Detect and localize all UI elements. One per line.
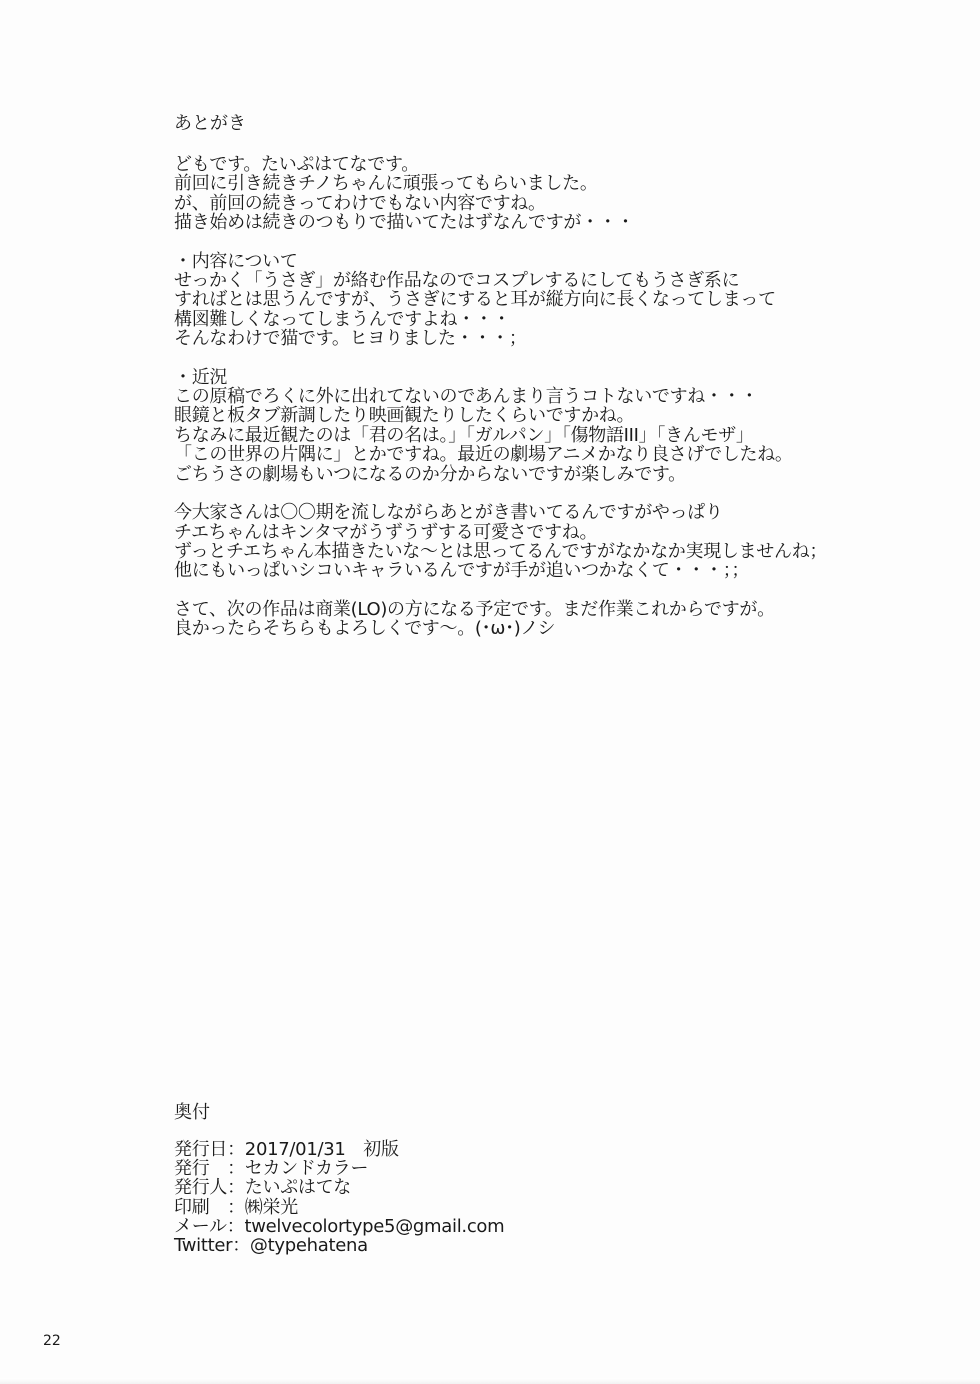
afterword-paragraph-intro xyxy=(174,155,934,233)
colophon-title: 奥付 xyxy=(174,1102,210,1123)
text-line: せっかく「うさぎ」が絡む作品なのでコスプレするにしてもうさぎ系に xyxy=(174,270,740,292)
text-line: 「この世界の片隅に」とかですね。最近の劇場アニメかなり良さげでしたね。 xyxy=(174,444,793,466)
colophon-printer: 印刷 ：㈱栄光 xyxy=(174,1196,298,1218)
text-line: そんなわけで猫です。ヒヨりました・・・； xyxy=(174,328,527,350)
afterword-paragraph-next xyxy=(174,600,934,639)
section-heading-line: ・内容について xyxy=(174,250,298,272)
colophon-email: メール：twelvecolortype5@gmail.com xyxy=(174,1215,505,1237)
text-line: どもです。たいぷはてなです。 xyxy=(174,154,419,175)
text-line: 描き始めは続きのつもりで描いてたはずなんですが・・・ xyxy=(174,212,635,234)
afterword-title: あとがき xyxy=(174,113,246,134)
colophon-publish-date: 発行日：2017/01/31 初版 xyxy=(174,1139,399,1160)
text-line: 構図難しくなってしまうんですよね・・・ xyxy=(174,308,511,330)
colophon-twitter: Twitter：@typehatena xyxy=(174,1235,368,1257)
colophon-section xyxy=(174,1102,774,1255)
page-number: 22 xyxy=(43,1333,61,1349)
text-line: この原稿でろくに外に出れてないのであんまり言うコトないですね・・・ xyxy=(174,386,759,408)
colophon-author: 発行人：たいぷはてな xyxy=(174,1177,351,1199)
text-line: ごちうさの劇場もいつになるのか分からないですが楽しみです。 xyxy=(174,463,686,485)
text-line: 良かったらそちらもよろしくです～。(･ω･)ノシ xyxy=(174,618,556,640)
text-line: 今大家さんは〇〇期を流しながらあとがき書いてるんですがやっぱり xyxy=(174,502,723,524)
colophon-publisher: 発行 ：セカンドカラー xyxy=(174,1158,369,1180)
afterword-paragraph-recent xyxy=(174,368,934,484)
text-line: が、前回の続きってわけでもない内容ですね。 xyxy=(174,192,546,214)
text-line: 前回に引き続きチノちゃんに頑張ってもらいました。 xyxy=(174,173,598,195)
text-line: さて、次の作品は商業(LO)の方になる予定です。まだ作業これからですが。 xyxy=(174,598,775,620)
text-line: ちなみに最近観たのは「君の名は。」「ガルパン」「傷物語III」「きんモザ」 xyxy=(174,424,754,446)
text-line: 他にもいっぱいシコいキャラいるんですが手が追いつかなくて・・・；； xyxy=(174,560,750,582)
afterword-paragraph-content xyxy=(174,252,934,349)
afterword-section xyxy=(174,113,934,658)
afterword-paragraph-chie xyxy=(174,503,934,581)
text-line: 眼鏡と板タブ新調したり映画観たりしたくらいですかね。 xyxy=(174,405,635,427)
scan-edge xyxy=(0,1378,980,1384)
section-heading-line: ・近況 xyxy=(174,366,228,388)
text-line: チエちゃんはキンタマがうずうずする可愛さですね。 xyxy=(174,521,598,543)
text-line: ずっとチエちゃん本描きたいな～とは思ってるんですがなかなか実現しませんね； xyxy=(174,540,828,562)
text-line: すればとは思うんですが、うさぎにすると耳が縦方向に長くなってしまって xyxy=(174,289,776,311)
